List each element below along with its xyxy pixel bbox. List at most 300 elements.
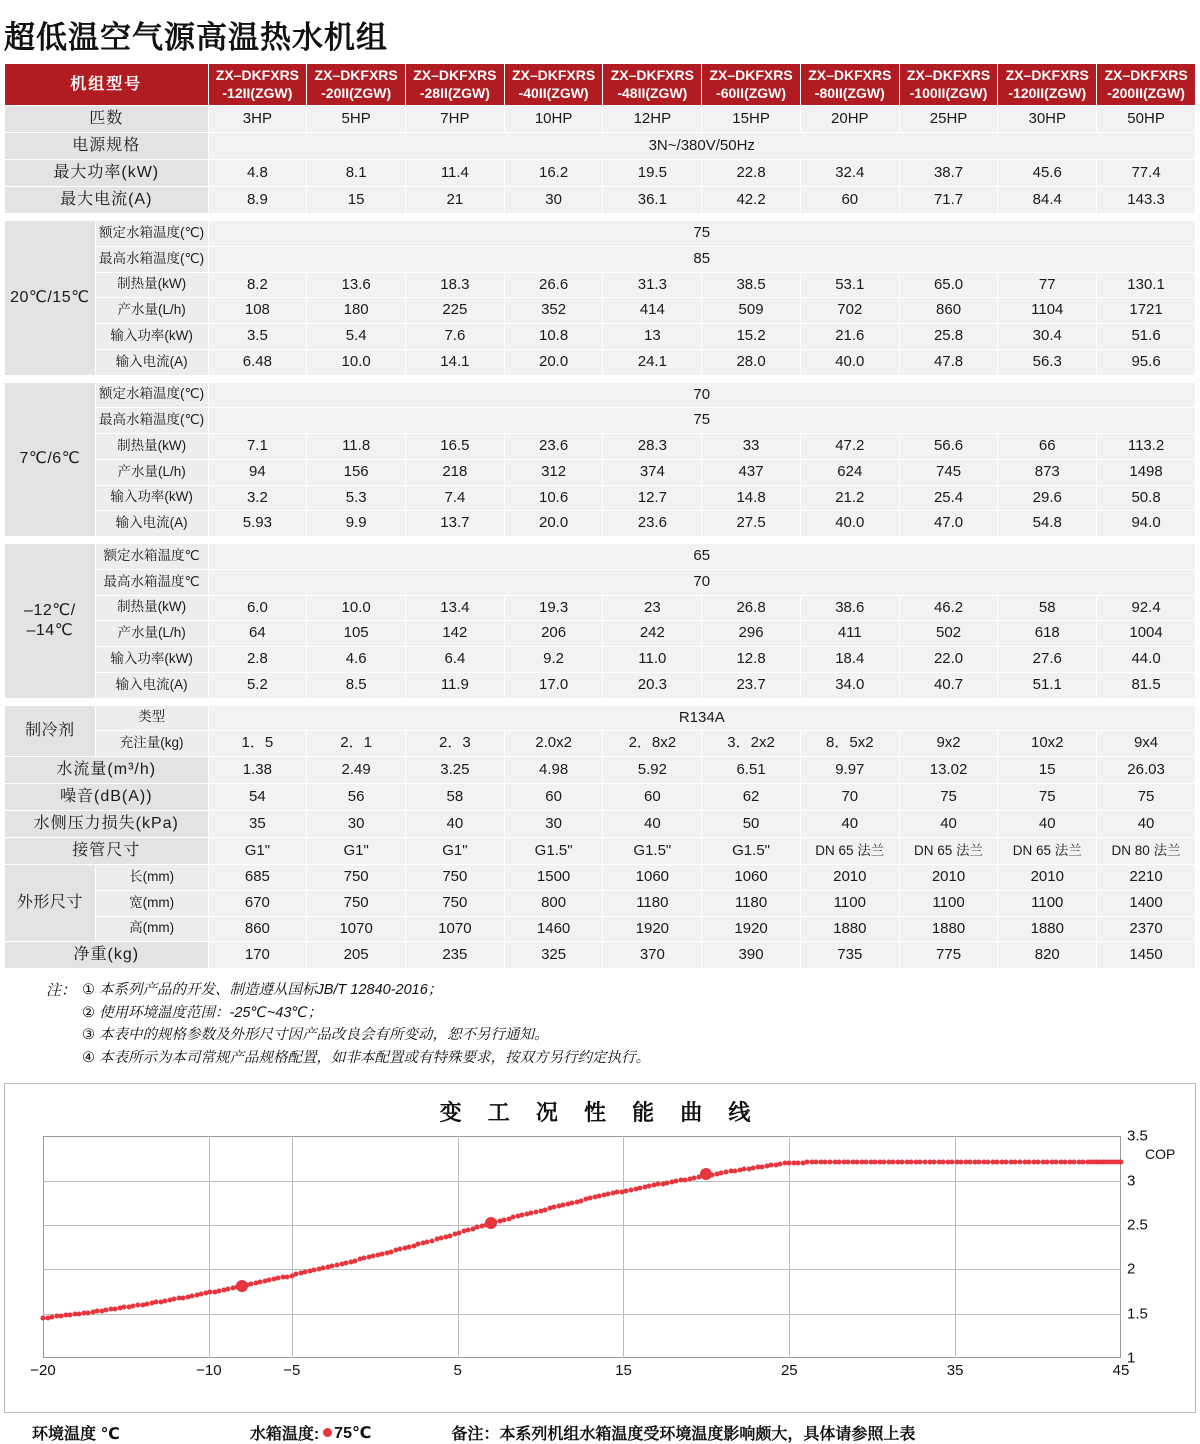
chart-gridline-vertical — [458, 1136, 459, 1358]
cell: 58 — [406, 784, 505, 811]
cell: G1.5" — [603, 838, 702, 865]
chart-x-tick-label: 15 — [615, 1362, 632, 1380]
cell: 2．1 — [307, 731, 406, 757]
performance-chart — [4, 1083, 1196, 1413]
chart-y-tick-label: 2 — [1127, 1260, 1136, 1278]
sub-label: 最高水箱温度(℃) — [95, 246, 208, 272]
table-row-hp — [5, 106, 1196, 133]
table-row-power-spec — [5, 133, 1196, 160]
model-col-1 — [307, 64, 406, 106]
cell: 1460 — [504, 916, 603, 942]
model-line2: -40II(ZGW) — [518, 84, 589, 101]
model-col-6 — [800, 64, 899, 106]
sub-label: 产水量(L/h) — [95, 621, 208, 647]
cell: 32.4 — [800, 160, 899, 187]
cell: 6.0 — [208, 595, 307, 621]
model-line2: -200II(ZGW) — [1107, 84, 1185, 101]
note-item: ③ 本表中的规格参数及外形尺寸因产品改良会有所变动，恕不另行通知。 — [82, 1027, 549, 1044]
cell: 1100 — [899, 890, 998, 916]
cell: 15 — [307, 187, 406, 214]
cell: 1920 — [702, 916, 801, 942]
cell: 26.8 — [702, 595, 801, 621]
cell: 1880 — [800, 916, 899, 942]
group-label-refrigerant: 制冷剂 — [5, 705, 96, 757]
cell: 670 — [208, 890, 307, 916]
cell: 113.2 — [1097, 434, 1196, 460]
chart-x-tick-label: 35 — [946, 1362, 964, 1380]
cell: 11.0 — [603, 647, 702, 673]
table-row-g7-water — [5, 459, 1196, 485]
cell: 1070 — [406, 916, 505, 942]
note-item: ② 使用环境温度范围：-25℃~43℃； — [82, 1004, 323, 1021]
cell: 2.8 — [208, 647, 307, 673]
cell: 6.51 — [702, 757, 801, 784]
cell: 47.8 — [899, 349, 998, 375]
cell: 750 — [406, 890, 505, 916]
cell: 390 — [702, 942, 801, 969]
table-row-g12-rated-tank — [5, 544, 1196, 570]
cell: 56.3 — [998, 349, 1097, 375]
cell: 23 — [603, 595, 702, 621]
cell: 20.3 — [603, 672, 702, 698]
note-item: ④ 本表所示为本司常规产品规格配置，如非本配置或有特殊要求，按双方另行约定执行。 — [82, 1049, 651, 1066]
cell: 7.6 — [406, 324, 505, 350]
cell: 352 — [504, 298, 603, 324]
cell: 374 — [603, 459, 702, 485]
cell: 40.0 — [800, 349, 899, 375]
cell: 2010 — [899, 865, 998, 891]
model-col-3 — [504, 64, 603, 106]
cell: 618 — [998, 621, 1097, 647]
table-row-g20-water — [5, 298, 1196, 324]
cell: 19.3 — [504, 595, 603, 621]
cell: 38.7 — [899, 160, 998, 187]
cell: 31.3 — [603, 272, 702, 298]
row-label: 最大功率(kW) — [5, 160, 209, 187]
cell: 10.0 — [307, 595, 406, 621]
cell: 25HP — [899, 106, 998, 133]
cell: 1060 — [603, 865, 702, 891]
cell-span: 70 — [208, 569, 1195, 595]
cell: 225 — [406, 298, 505, 324]
model-line2: -60II(ZGW) — [716, 84, 787, 101]
cell: 18.3 — [406, 272, 505, 298]
chart-gridline-horizontal — [43, 1225, 1121, 1226]
cell: 2.49 — [307, 757, 406, 784]
cell: 180 — [307, 298, 406, 324]
cell: 66 — [998, 434, 1097, 460]
cell-span: 75 — [208, 408, 1195, 434]
cell: 50.8 — [1097, 485, 1196, 511]
cell: 1400 — [1097, 890, 1196, 916]
cell: 6.4 — [406, 647, 505, 673]
cell: 11.9 — [406, 672, 505, 698]
cell: 4.98 — [504, 757, 603, 784]
table-row-g20-input-power — [5, 324, 1196, 350]
cell: 312 — [504, 459, 603, 485]
cell: 15 — [998, 757, 1097, 784]
table-row-g12-input-power — [5, 647, 1196, 673]
cell: 325 — [504, 942, 603, 969]
cell: 3.5 — [208, 324, 307, 350]
cell: 8.9 — [208, 187, 307, 214]
cell: 9.9 — [307, 511, 406, 537]
chart-data-marker — [485, 1217, 497, 1229]
table-row-refrigerant-type — [5, 705, 1196, 731]
cell: 5.4 — [307, 324, 406, 350]
chart-x-axis-labels — [30, 1362, 1130, 1382]
model-col-5 — [702, 64, 801, 106]
cell: 16.5 — [406, 434, 505, 460]
row-label: 电源规格 — [5, 133, 209, 160]
table-row-g20-max-tank — [5, 246, 1196, 272]
sub-label: 额定水箱温度℃ — [95, 544, 208, 570]
chart-remark: 备注：本系列机组水箱温度受环境温度影响颇大，具体请参照上表 — [451, 1426, 916, 1444]
table-row-g12-water — [5, 621, 1196, 647]
cell: 1.38 — [208, 757, 307, 784]
cell: 820 — [998, 942, 1097, 969]
chart-data-marker — [236, 1280, 248, 1292]
model-line1: ZX–DKFXRS — [709, 67, 793, 83]
model-line1: ZX–DKFXRS — [610, 67, 694, 83]
cell: 40 — [899, 811, 998, 838]
cell: 23.6 — [603, 511, 702, 537]
model-line2: -100II(ZGW) — [909, 84, 988, 101]
chart-y-tick-label: 3 — [1127, 1172, 1136, 1190]
cell: 156 — [307, 459, 406, 485]
chart-title: 变 工 况 性 能 曲 线 — [439, 1100, 761, 1126]
chart-frame — [43, 1136, 1121, 1358]
notes-label: 注： — [46, 982, 77, 1000]
sub-label: 产水量(L/h) — [95, 459, 208, 485]
header-model-label: 机组型号 — [5, 64, 209, 106]
chart-y-tick-label: 3.5 — [1127, 1127, 1148, 1145]
cell: 750 — [307, 865, 406, 891]
cell: 1100 — [800, 890, 899, 916]
cell: 2370 — [1097, 916, 1196, 942]
cell: 58 — [998, 595, 1097, 621]
cell: 2010 — [998, 865, 1097, 891]
cell: 5.92 — [603, 757, 702, 784]
cell: 42.2 — [702, 187, 801, 214]
cell: 40 — [406, 811, 505, 838]
chart-gridline-vertical — [292, 1136, 293, 1358]
group-label-dimensions: 外形尺寸 — [5, 865, 96, 942]
cell: 22.0 — [899, 647, 998, 673]
cell: 735 — [800, 942, 899, 969]
cell: 1880 — [899, 916, 998, 942]
chart-y-axis-labels — [1123, 1128, 1183, 1368]
model-line1: ZX–DKFXRS — [808, 67, 892, 83]
group-label-line1: –12℃/ — [24, 601, 76, 619]
cell: 54 — [208, 784, 307, 811]
cell: 12HP — [603, 106, 702, 133]
cell: 40 — [800, 811, 899, 838]
cell: 8.5 — [307, 672, 406, 698]
row-label: 噪音(dB(A)) — [5, 784, 209, 811]
table-row-g20-rated-tank — [5, 221, 1196, 247]
cell-span: 65 — [208, 544, 1195, 570]
cell: 9x2 — [899, 731, 998, 757]
cell: 92.4 — [1097, 595, 1196, 621]
model-line1: ZX–DKFXRS — [511, 67, 596, 83]
sub-label: 最高水箱温度(℃) — [95, 408, 208, 434]
group-label-20: 20℃/15℃ — [5, 221, 96, 376]
cell: 22.8 — [702, 160, 801, 187]
cell: 50HP — [1097, 106, 1196, 133]
sub-label: 产水量(L/h) — [95, 298, 208, 324]
cell: 411 — [800, 621, 899, 647]
cell: DN 80 法兰 — [1097, 838, 1196, 865]
cell: 2210 — [1097, 865, 1196, 891]
cell: 13.02 — [899, 757, 998, 784]
cell: 21 — [406, 187, 505, 214]
cell: 775 — [899, 942, 998, 969]
chart-x-tick-label: −10 — [196, 1362, 222, 1380]
cell: 206 — [504, 621, 603, 647]
cell: 1498 — [1097, 459, 1196, 485]
cell: 105 — [307, 621, 406, 647]
sub-label: 输入电流(A) — [95, 349, 208, 375]
cell: 38.5 — [702, 272, 801, 298]
model-line1: ZX–DKFXRS — [906, 67, 991, 83]
cell: 95.6 — [1097, 349, 1196, 375]
chart-y-tick-label: 2.5 — [1127, 1216, 1148, 1234]
table-row-g7-max-tank — [5, 408, 1196, 434]
cell: 800 — [504, 890, 603, 916]
table-row-pressure-loss — [5, 811, 1196, 838]
cell: 750 — [406, 865, 505, 891]
chart-y-tick-label: 1.5 — [1127, 1305, 1148, 1323]
cell: 142 — [406, 621, 505, 647]
sub-label: 制热量(kW) — [95, 272, 208, 298]
chart-y-tick-label: 1 — [1127, 1349, 1136, 1367]
chart-gridline-vertical — [789, 1136, 790, 1358]
cell: 34.0 — [800, 672, 899, 698]
cell: 16.2 — [504, 160, 603, 187]
cell: 1100 — [998, 890, 1097, 916]
cell: 624 — [800, 459, 899, 485]
cell: 1．5 — [208, 731, 307, 757]
chart-gridline-vertical — [955, 1136, 956, 1358]
chart-x-tick-label: 45 — [1112, 1362, 1130, 1380]
cell: DN 65 法兰 — [800, 838, 899, 865]
cell: 7.1 — [208, 434, 307, 460]
cell: 19.5 — [603, 160, 702, 187]
cell: 1920 — [603, 916, 702, 942]
cell: 17.0 — [504, 672, 603, 698]
sub-label: 输入功率(kW) — [95, 485, 208, 511]
sub-label: 输入功率(kW) — [95, 647, 208, 673]
table-row-max-current — [5, 187, 1196, 214]
model-line1: ZX–DKFXRS — [314, 67, 398, 83]
table-row-dim-height — [5, 916, 1196, 942]
table-row-g7-input-current — [5, 511, 1196, 537]
cell-span: 3N~/380V/50Hz — [208, 133, 1195, 160]
cell: 47.2 — [800, 434, 899, 460]
cell: 27.6 — [998, 647, 1097, 673]
sub-label: 额定水箱温度(℃) — [95, 382, 208, 408]
table-row-pipe-size — [5, 838, 1196, 865]
model-col-2 — [406, 64, 505, 106]
cell: 94 — [208, 459, 307, 485]
cell: 170 — [208, 942, 307, 969]
sub-label: 输入电流(A) — [95, 672, 208, 698]
table-row-g7-heating — [5, 434, 1196, 460]
cell: 242 — [603, 621, 702, 647]
cell: 35 — [208, 811, 307, 838]
cell: 51.1 — [998, 672, 1097, 698]
cell: G1" — [208, 838, 307, 865]
cell: 30HP — [998, 106, 1097, 133]
cell: 44.0 — [1097, 647, 1196, 673]
cell: 1004 — [1097, 621, 1196, 647]
cell: 46.2 — [899, 595, 998, 621]
cell: 26.03 — [1097, 757, 1196, 784]
cell: 1180 — [702, 890, 801, 916]
cell: 53.1 — [800, 272, 899, 298]
model-line1: ZX–DKFXRS — [1005, 67, 1089, 83]
cell: 50 — [702, 811, 801, 838]
cell: 370 — [603, 942, 702, 969]
spec-table — [4, 63, 1196, 969]
model-col-7 — [899, 64, 998, 106]
legend-dot-icon — [323, 1428, 332, 1437]
model-line2: -48II(ZGW) — [617, 84, 688, 101]
row-label: 接管尺寸 — [5, 838, 209, 865]
row-label: 水流量(m³/h) — [5, 757, 209, 784]
model-line1: ZX–DKFXRS — [215, 67, 300, 83]
cell: 25.4 — [899, 485, 998, 511]
cell: 873 — [998, 459, 1097, 485]
sub-label: 输入电流(A) — [95, 511, 208, 537]
model-line2: -28II(ZGW) — [419, 84, 490, 101]
tank-temp-legend — [250, 1421, 372, 1444]
cell: 60 — [603, 784, 702, 811]
group-label-7: 7℃/6℃ — [5, 382, 96, 537]
chart-footer — [4, 1421, 1196, 1444]
table-row-dim-width — [5, 890, 1196, 916]
cell: 47.0 — [899, 511, 998, 537]
cell: 12.8 — [702, 647, 801, 673]
cell-span: 70 — [208, 382, 1195, 408]
sub-label: 长(mm) — [95, 865, 208, 891]
cell: 12.7 — [603, 485, 702, 511]
notes-block — [46, 979, 1200, 1069]
cell: 20.0 — [504, 511, 603, 537]
cell: 23.7 — [702, 672, 801, 698]
cell: 15HP — [702, 106, 801, 133]
cell: 84.4 — [998, 187, 1097, 214]
cell-span: 85 — [208, 246, 1195, 272]
cell: 5.2 — [208, 672, 307, 698]
cell: 3.25 — [406, 757, 505, 784]
cell: 14.8 — [702, 485, 801, 511]
cell: 4.6 — [307, 647, 406, 673]
cell: 60 — [504, 784, 603, 811]
cell: 9x4 — [1097, 731, 1196, 757]
sub-label: 输入功率(kW) — [95, 324, 208, 350]
table-row-refrigerant-charge — [5, 731, 1196, 757]
cell: 62 — [702, 784, 801, 811]
cell: 40.7 — [899, 672, 998, 698]
cell: 745 — [899, 459, 998, 485]
chart-data-marker — [700, 1168, 712, 1180]
cell: 10HP — [504, 106, 603, 133]
cell: 5HP — [307, 106, 406, 133]
chart-plot-area — [43, 1136, 1121, 1358]
cell: 8.1 — [307, 160, 406, 187]
chart-gridline-vertical — [209, 1136, 210, 1358]
cell: 509 — [702, 298, 801, 324]
table-row-g12-input-current — [5, 672, 1196, 698]
cell: 2．8x2 — [603, 731, 702, 757]
cell: G1" — [406, 838, 505, 865]
cell: 20HP — [800, 106, 899, 133]
model-line2: -12II(ZGW) — [222, 84, 293, 101]
cell: 685 — [208, 865, 307, 891]
cell: 235 — [406, 942, 505, 969]
row-label: 水侧压力损失(kPa) — [5, 811, 209, 838]
cell: 860 — [899, 298, 998, 324]
chart-gridline-vertical — [623, 1136, 624, 1358]
cell: 7.4 — [406, 485, 505, 511]
row-separator — [5, 698, 1196, 705]
chart-gridline-horizontal — [43, 1269, 1121, 1270]
cell: 10.0 — [307, 349, 406, 375]
cell: 30.4 — [998, 324, 1097, 350]
cell: 3．2x2 — [702, 731, 801, 757]
sub-label: 高(mm) — [95, 916, 208, 942]
cell: 38.6 — [800, 595, 899, 621]
chart-x-tick-label: 25 — [780, 1362, 798, 1380]
cell: 75 — [899, 784, 998, 811]
notes-list — [82, 979, 650, 1069]
cell: 71.7 — [899, 187, 998, 214]
cell: 29.6 — [998, 485, 1097, 511]
cell: 3.2 — [208, 485, 307, 511]
cell: 13 — [603, 324, 702, 350]
cell: 25.8 — [899, 324, 998, 350]
cell: 54.8 — [998, 511, 1097, 537]
table-row-flow — [5, 757, 1196, 784]
sub-label: 最高水箱温度℃ — [95, 569, 208, 595]
chart-y-axis-title: COP — [1145, 1146, 1176, 1163]
cell: 21.6 — [800, 324, 899, 350]
cell: 28.3 — [603, 434, 702, 460]
cell-span: R134A — [208, 705, 1195, 731]
cell: 296 — [702, 621, 801, 647]
cell: 21.2 — [800, 485, 899, 511]
cell: 8.2 — [208, 272, 307, 298]
tank-temp-label: 水箱温度: — [249, 1426, 320, 1444]
cell: G1" — [307, 838, 406, 865]
table-row-g7-rated-tank — [5, 382, 1196, 408]
tank-temp-value: 75℃ — [334, 1424, 372, 1442]
cell: 51.6 — [1097, 324, 1196, 350]
cell: 860 — [208, 916, 307, 942]
cell: 10.8 — [504, 324, 603, 350]
cell: 94.0 — [1097, 511, 1196, 537]
cell: 77 — [998, 272, 1097, 298]
row-separator — [5, 537, 1196, 544]
chart-gridline-horizontal — [43, 1181, 1121, 1182]
cell: 77.4 — [1097, 160, 1196, 187]
cell: 18.4 — [800, 647, 899, 673]
table-row-max-power — [5, 160, 1196, 187]
cell: 14.1 — [406, 349, 505, 375]
table-row-g20-input-current — [5, 349, 1196, 375]
